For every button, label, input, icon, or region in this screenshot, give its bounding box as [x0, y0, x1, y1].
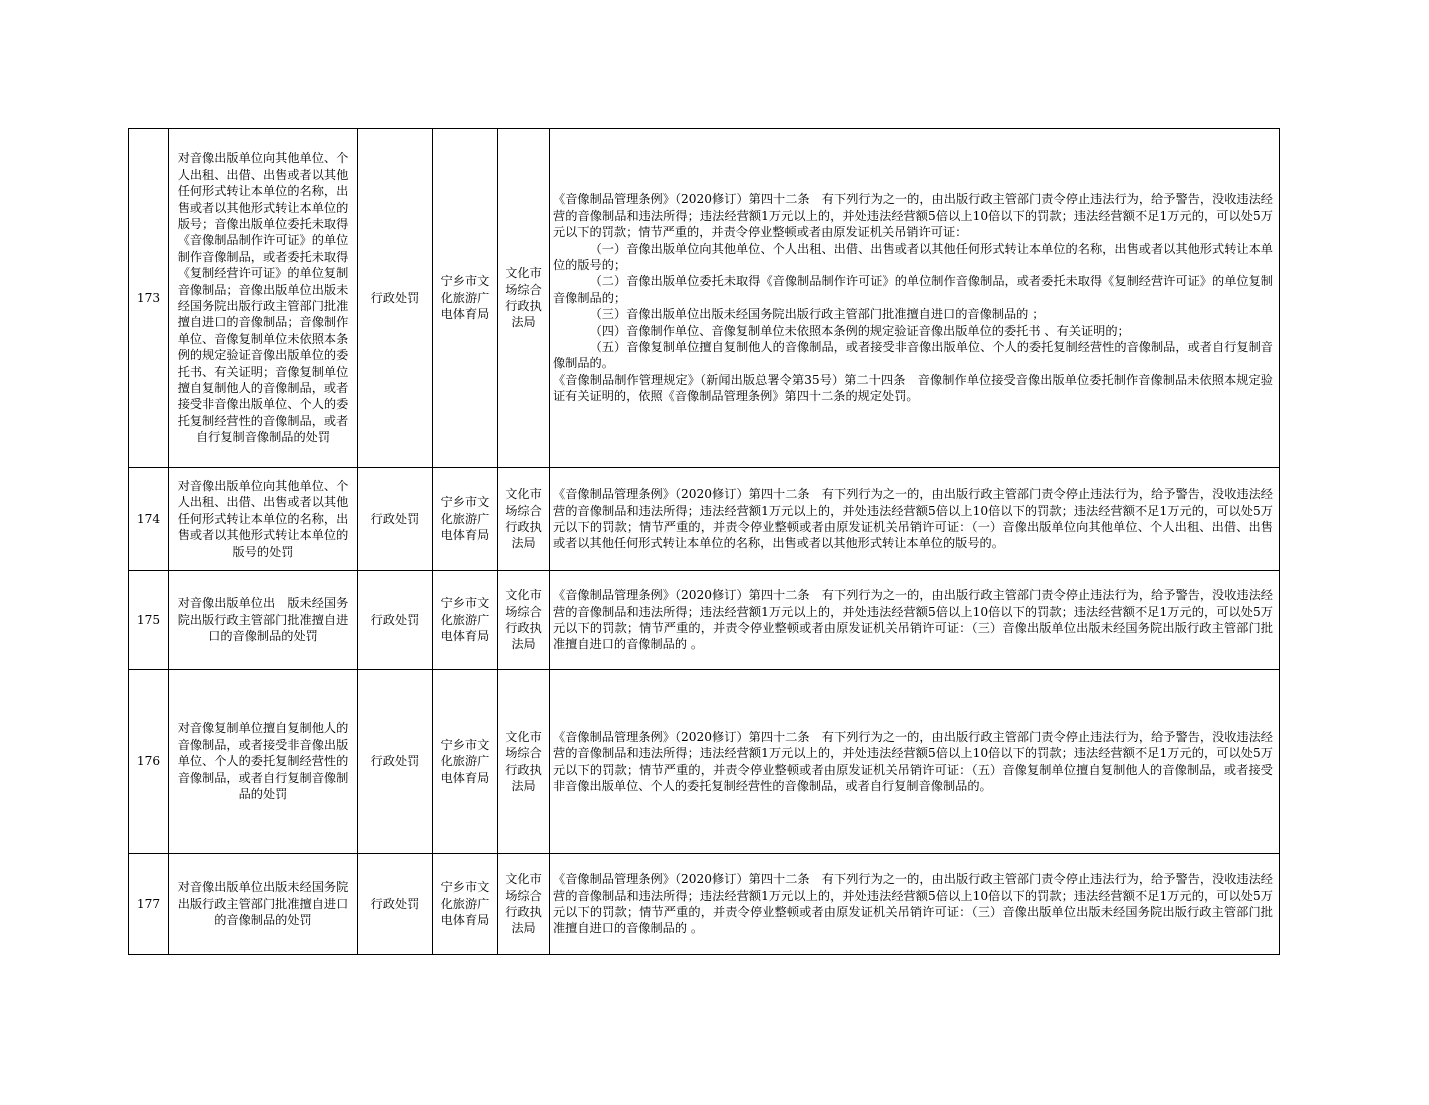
basis-paragraph: （五）音像复制单位擅自复制他人的音像制品，或者接受非音像出版单位、个人的委托复制经营性的音像制品，或者自行复制音像制品的。 [553, 340, 1273, 371]
basis-paragraph: （二）音像出版单位委托未取得《音像制品制作许可证》的单位制作音像制品，或者委托未取得《复制经营许可证》的单位复制音像制品的； [553, 274, 1273, 305]
basis-paragraph: （四）音像制作单位、音像复制单位未依照本条例的规定验证音像出版单位的委托书 、有关证明的； [589, 323, 1130, 338]
power-type: 行政处罚 [358, 854, 433, 955]
enforcement-body: 文化市场综合行政执法局 [498, 670, 550, 854]
responsible-agency: 宁乡市文化旅游广电体育局 [433, 129, 498, 468]
penalty-item: 对音像出版单位向其他单位、个人出租、出借、出售或者以其他任何形式转让本单位的名称，出售或者以其他形式转让本单位的版号的处罚 [169, 468, 358, 571]
enforcement-body: 文化市场综合行政执法局 [498, 854, 550, 955]
basis-paragraph [553, 871, 1273, 937]
power-type: 行政处罚 [358, 670, 433, 854]
basis-paragraph: 《音像制品管理条例》（2020修订）第四十二条 有下列行为之一的，由出版行政主管部门责令停止违法行为，给予警告，没收违法经营的音像制品和违法所得；违法经营额1万元以上的，并处违法经营额5倍以上10倍以下的罚款；违法经营额不足1万元的，可以处5万元以下的罚款；情节严重的，并责令停业整顿或者由原发证机关吊销许可证：（三）音像出版单位出版未经国务院出版行政主管部门批准擅自进口的音像制品的 。 [553, 588, 1273, 652]
legal-basis [550, 670, 1280, 854]
power-type: 行政处罚 [358, 571, 433, 670]
penalty-item: 对音像出版单位出 版未经国务院出版行政主管部门批准擅自进口的音像制品的处罚 [169, 571, 358, 670]
table-row [129, 129, 1280, 468]
penalty-item: 对音像出版单位向其他单位、个人出租、出借、出售或者以其他任何形式转让本单位的名称，出售或者以其他形式转让本单位的版号；音像出版单位委托未取得《音像制品制作许可证》的单位制作音像制品，或者委托未取得《复制经营许可证》的单位复制音像制品；音像出版单位出版未经国务院出版行政主管部门批准擅自进口的音像制品；音像制作单位、音像复制单位未依照本条例的规定验证音像出版单位的委托书、有关证明；音像复制单位擅自复制他人的音像制品，或者接受非音像出版单位、个人的委托复制经营性的音像制品，或者自行复制音像制品的处罚 [169, 129, 358, 468]
basis-paragraph: 《音像制品管理条例》（2020修订）第四十二条 有下列行为之一的，由出版行政主管部门责令停止违法行为，给予警告，没收违法经营的音像制品和违法所得；违法经营额1万元以上的，并处违法经营额5倍以上10倍以下的罚款；违法经营额不足1万元的，可以处5万元以下的罚款；情节严重的，并责令停业整顿或者由原发证机关吊销许可证： [553, 192, 1273, 240]
penalty-table [128, 128, 1280, 955]
row-number: 174 [129, 468, 169, 571]
legal-basis [550, 468, 1280, 571]
basis-paragraph: 《音像制品管理条例》（2020修订）第四十二条 有下列行为之一的，由出版行政主管部门责令停止违法行为，给予警告，没收违法经营的音像制品和违法所得；违法经营额1万元以上的，并处违法经营额5倍以上10倍以下的罚款；违法经营额不足1万元的，可以处5万元以下的罚款；情节严重的，并责令停业整顿或者由原发证机关吊销许可证：（五）音像复制单位擅自复制他人的音像制品，或者接受非音像出版单位、个人的委托复制经营性的音像制品，或者自行复制音像制品的。 [553, 729, 1273, 793]
responsible-agency: 宁乡市文化旅游广电体育局 [433, 571, 498, 670]
table-row [129, 468, 1280, 571]
power-type: 行政处罚 [358, 468, 433, 571]
enforcement-body: 文化市场综合行政执法局 [498, 468, 550, 571]
power-type: 行政处罚 [358, 129, 433, 468]
responsible-agency: 宁乡市文化旅游广电体育局 [433, 854, 498, 955]
basis-text: 《音像制品管理条例》（2020修订）第四十二条 有下列行为之一的，由出版行政主管部门责令停止违法行为，给予警 [553, 872, 1188, 887]
legal-basis [550, 854, 1280, 955]
basis-paragraph: 《音像制品管理条例》（2020修订）第四十二条 有下列行为之一的，由出版行政主管部门责令停止违法行为，给予警告，没收违法经营的音像制品和违法所得；违法经营额1万元以上的，并处违法经营额5倍以上10倍以下的罚款；违法经营额不足1万元的，可以处5万元以下的罚款；情节严重的，并责令停业整顿或者由原发证机关吊销许可证：（一）音像出版单位向其他单位、个人出租、出借、出售或者以其他任何形式转让本单位的名称，出售或者以其他形式转让本单位的版号的。 [553, 487, 1273, 551]
basis-paragraph: （一）音像出版单位向其他单位、个人出租、出借、出售或者以其他任何形式转让本单位的名称，出售或者以其他形式转让本单位的版号的； [553, 241, 1273, 272]
responsible-agency: 宁乡市文化旅游广电体育局 [433, 468, 498, 571]
row-number: 177 [129, 854, 169, 955]
basis-text: 告，没收违法经营的音像制品和违法所得；违法经营额1万元以上的，并处违法经营额5倍以上10倍以下的罚款；违法经营额不足1万元的，可以处5万元以下的罚款；情节严重的，并责令停业整顿或者由原发证机关吊销许可证：（三）音像出版单位出版未经国务院出版行政主管部门批准擅自进口的音像制品的 。 [553, 872, 1273, 936]
row-number: 176 [129, 670, 169, 854]
enforcement-body: 文化市场综合行政执法局 [498, 571, 550, 670]
table-row [129, 670, 1280, 854]
penalty-item: 对音像出版单位出版未经国务院出版行政主管部门批准擅自进口的音像制品的处罚 [169, 854, 358, 955]
enforcement-body: 文化市场综合行政执法局 [498, 129, 550, 468]
penalty-item: 对音像复制单位擅自复制他人的音像制品，或者接受非音像出版单位、个人的委托复制经营性的音像制品，或者自行复制音像制品的处罚 [169, 670, 358, 854]
row-number: 173 [129, 129, 169, 468]
table-row [129, 854, 1280, 955]
table-row [129, 571, 1280, 670]
legal-basis [550, 571, 1280, 670]
basis-paragraph: （三）音像出版单位出版未经国务院出版行政主管部门批准擅自进口的音像制品的 ； [589, 307, 1045, 322]
legal-basis [550, 129, 1280, 468]
row-number: 175 [129, 571, 169, 670]
basis-paragraph: 《音像制品制作管理规定》（新闻出版总署令第35号）第二十四条 音像制作单位接受音像出版单位委托制作音像制品未依照本规定验证有关证明的，依照《音像制品管理条例》第四十二条的规定处罚。 [553, 372, 1273, 404]
responsible-agency: 宁乡市文化旅游广电体育局 [433, 670, 498, 854]
